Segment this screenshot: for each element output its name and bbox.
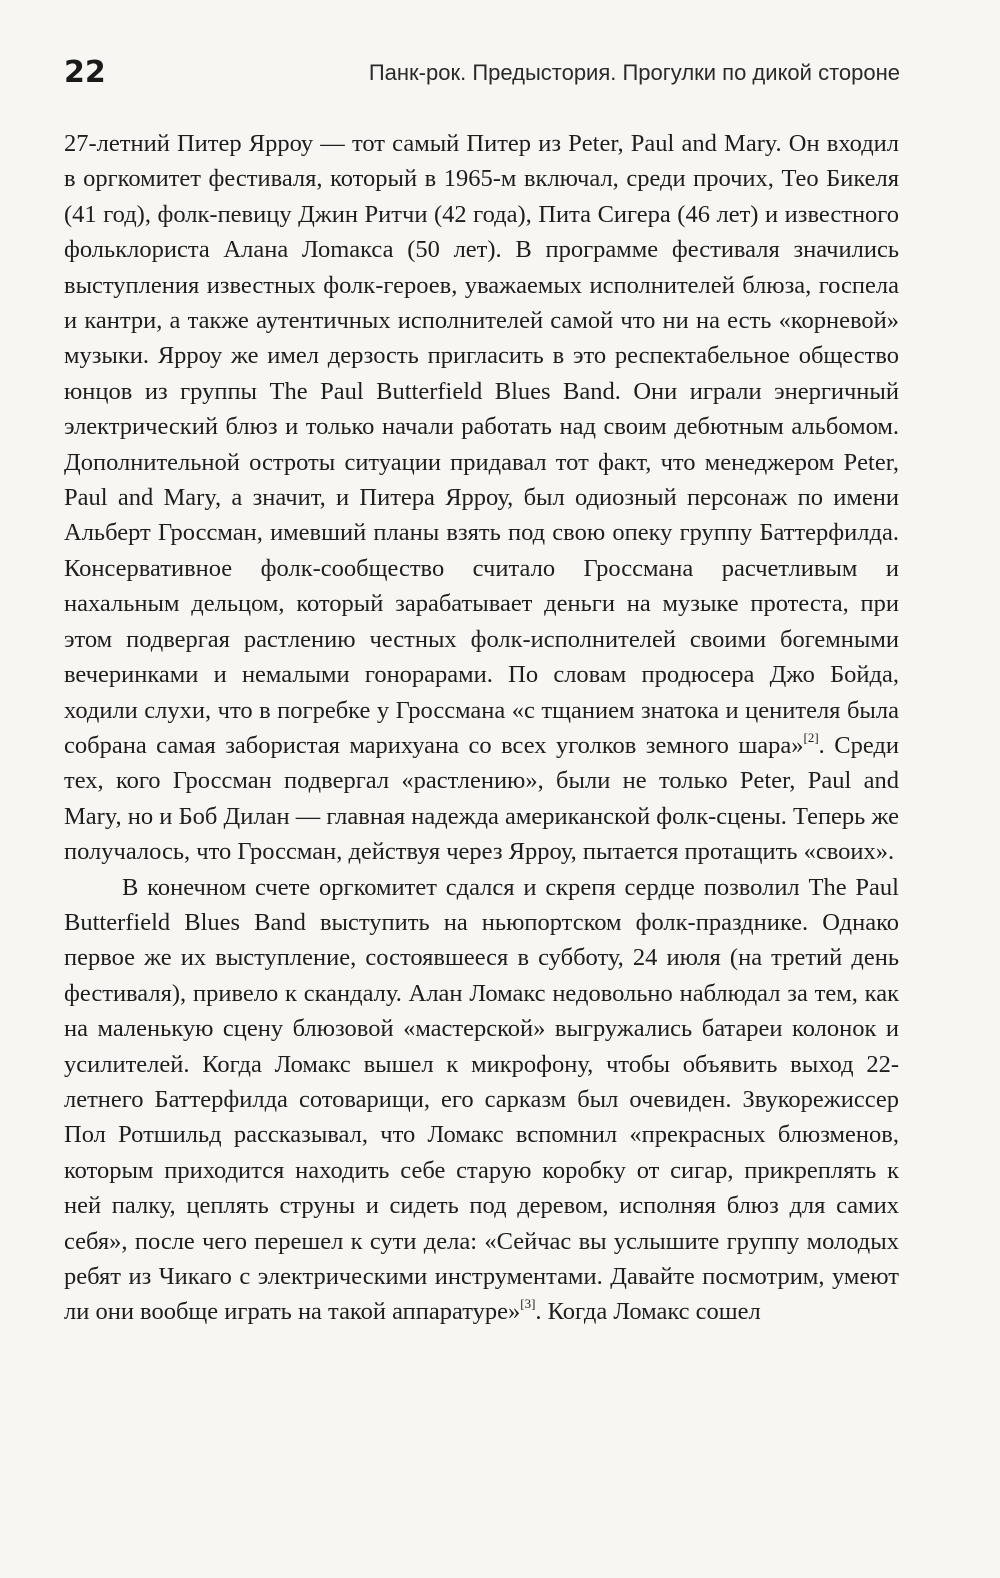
footnote-ref-2[interactable]: [2] [803, 729, 819, 745]
footnote-ref-3[interactable]: [3] [520, 1296, 536, 1312]
paragraph-1-text-b: . Среди тех, кого Гроссман подвергал «растлению», были не только Peter, Paul and Mary, но и Боб Дилан — главная надежда американской фолк-сцены. Теперь же получалось, что Гроссман, действуя через Ярроу, пытается протащить «своих». [64, 731, 899, 866]
body-text [64, 126, 899, 1330]
paragraph-2-text-b: . Когда Ломакс сошел [535, 1298, 761, 1326]
paragraph-2-text-a: В конечном счете оргкомитет сдался и скрепя сердце позволил The Paul Butterfield Blues Band выступить на ньюпортском фолк-празднике. Однако первое же их выступление, состоявшееся в субботу, 24 июля (на третий день фестиваля), привело к скандалу. Алан Ломакс недовольно наблюдал за тем, как на маленькую сцену блюзовой «мастерской» выгружались батареи колонок и усилителей. Когда Ломакс вышел к микрофону, чтобы объявить выход 22-летнего Баттерфилда сотоварищи, его сарказм был очевиден. Звукорежиссер Пол Ротшильд рассказывал, что Ломакс вспомнил «прекрасных блюзменов, которым приходится находить себе старую коробку от сигар, прикреплять к ней палку, цеплять струны и сидеть под деревом, исполняя блюз для самих себя», после чего перешел к сути дела: «Сейчас вы услышите группу молодых ребят из Чикаго с электрическими инструментами. Давайте посмотрим, умеют ли они вообще играть на такой аппаратуре» [64, 873, 899, 1326]
running-title: Панк-рок. Предыстория. Прогулки по дикой стороне [368, 60, 900, 85]
paragraph-1 [64, 126, 899, 870]
paragraph-1-text-a: 27-летний Питер Ярроу — тот самый Питер из Peter, Paul and Mary. Он входил в оргкомитет фестиваля, который в 1965-м включал, среди прочих, Тео Бикеля (41 год), фолк-певицу Джин Ритчи (42 года), Пита Сигера (46 лет) и известного фольклориста Алана Лоmакса (50 лет). В программе фестиваля значились выступления известных фолк-героев, уважаемых исполнителей блюза, госпела и кантри, а также аутентичных исполнителей самой что ни на есть «корневой» музыки. Ярроу же имел дерзость пригласить в это респектабельное общество юнцов из группы The Paul Butterfield Blues Band. Они играли энергичный электрический блюз и только начали работать над своим дебютным альбомом. Дополнительной остроты ситуации придавал тот факт, что менеджером Peter, Paul and Mary, а значит, и Питера Ярроу, был одиозный персонаж по имени Альберт Гроссман, имевший планы взять под свою опеку группу Баттерфилда. Консервативное фолк-сообщество считало Гроссмана расчетливым и нахальным дельцом, который зарабатывает деньги на музыке протеста, при этом подвергая растлению честных фолк-исполнителей своими богемными вечеринками и немалыми гонорарами. По словам продюсера Джо Бойда, ходили слухи, что в погребке у Гроссмана «с тщанием знатока и ценителя была собрана самая забористая марихуана со всех уголков земного шара» [64, 130, 899, 759]
paragraph-2 [64, 870, 899, 1330]
page-number: 22 [64, 55, 106, 90]
